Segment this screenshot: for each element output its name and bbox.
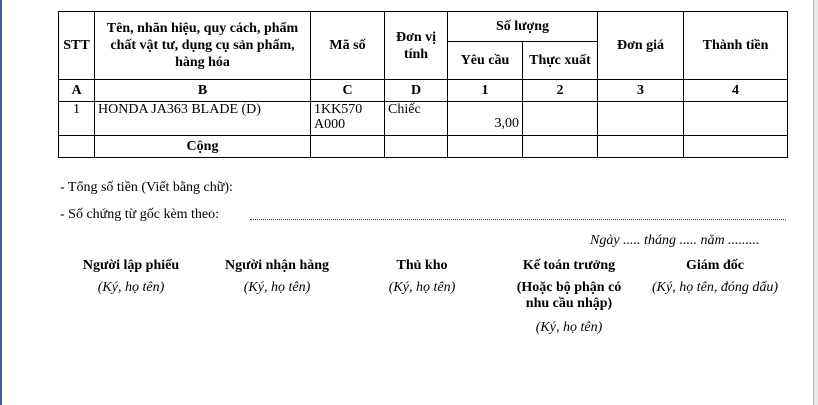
signature-sub: (Ký, họ tên) [388,280,456,295]
date-line: Ngày ..... tháng ..... năm ......... [590,233,760,248]
signature-sub: (Ký, họ tên, đóng dấu) [652,280,778,295]
cell-stt: 1 [59,102,95,136]
signature-title: Thủ kho [396,258,448,273]
signature-sub: (Ký, họ tên) [97,280,165,295]
col-code-b: B [95,80,311,102]
col-code-a: A [59,80,95,102]
signature-note: (Hoặc bộ phận có nhu cầu nhập) [516,280,622,311]
attached-documents-field [250,219,786,220]
goods-table [58,11,788,158]
header-qty-actual: Thực xuất [523,42,598,80]
col-code-2: 2 [523,80,598,102]
header-amount: Thành tiền [684,12,788,80]
header-unit: Đơn vị tính [385,12,448,80]
col-code-3: 3 [598,80,684,102]
header-stt: STT [59,12,95,80]
cell-code: 1KK570 A000 [311,102,385,136]
header-item-name: Tên, nhãn hiệu, quy cách, phẩm chất vật tư, dụng cụ sản phẩm, hàng hóa [95,12,311,80]
signature-title: Giám đốc [686,258,744,273]
header-qty-required: Yêu cầu [448,42,523,80]
header-quantity: Số lượng [448,12,598,42]
total-label: Cộng [95,136,311,158]
total-in-words-label: - Tổng số tiền (Viết bằng chữ): [60,180,233,195]
col-code-c: C [311,80,385,102]
col-code-1: 1 [448,80,523,102]
header-unit-price: Đơn giá [598,12,684,80]
cell-item-name: HONDA JA363 BLADE (D) [95,102,311,136]
signature-preparer [56,258,206,296]
signature-sub: (Ký, họ tên) [243,280,311,295]
signature-storekeeper [347,258,497,296]
cell-qty-required: 3,00 [448,102,523,136]
signature-title: Kế toán trưởng [522,258,616,273]
vertical-scrollbar[interactable] [813,0,818,405]
cell-qty-actual [523,102,598,136]
signature-title: Người nhận hàng [224,258,330,273]
table-row [59,102,788,136]
col-code-4: 4 [684,80,788,102]
cell-unit-price [598,102,684,136]
header-code: Mã số [311,12,385,80]
signature-receiver [202,258,352,296]
signature-director [640,258,790,296]
col-code-d: D [385,80,448,102]
total-row [59,136,788,158]
attached-documents-label: - Số chứng từ gốc kèm theo: [60,207,220,222]
signature-sub: (Ký, họ tên) [535,320,603,335]
signature-chief-accountant [494,258,644,336]
window-left-border [0,0,2,405]
signature-title: Người lập phiếu [82,258,180,273]
cell-amount [684,102,788,136]
cell-unit: Chiếc [385,102,448,136]
